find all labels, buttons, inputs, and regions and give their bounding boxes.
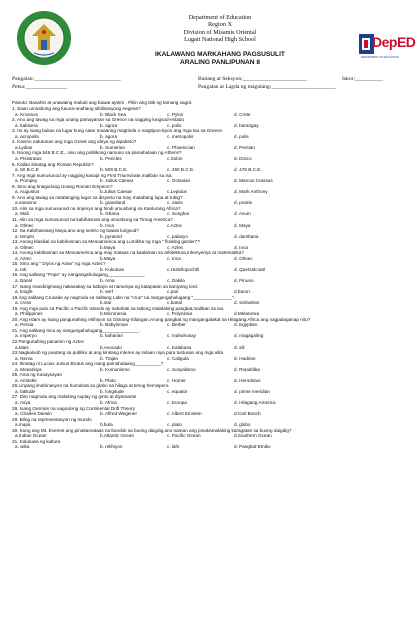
answer-options [12,356,412,362]
answer-option-a[interactable]: a. Augustus [15,189,40,195]
answer-option-c[interactable]: c. Caligula [167,355,189,361]
answer-options [12,112,412,118]
answer-option-b[interactable]: b. agora [100,122,118,128]
answer-option-a[interactable]: a. templo [15,233,35,239]
question-text: 12. Sa Kabihasnang Maya,ano ang sentro ng bawat lungsod? [12,228,139,234]
question-item [12,394,412,405]
answer-option-b[interactable]: b. pyramid [100,233,122,239]
question-item [12,106,412,117]
answer-option-b[interactable]: b. Ama [100,278,115,283]
answer-option-d[interactable]: d.Melanesia [234,311,260,317]
answer-option-d[interactable]: d. magagaling [234,333,264,339]
answer-option-a[interactable]: a. Pompey [15,178,38,184]
answer-option-d[interactable]: d. sili [234,344,245,350]
answer-option-c[interactable]: c. Dakila [167,278,185,283]
answer-options [12,123,412,129]
question-text: 13. Anong klasikal na kabihasnan sa Mesoamerica ang Lumikha ng mga " floating garden"? [12,239,201,245]
answer-option-a[interactable]: a. Persia [15,322,34,328]
question-text: 1. Saan umusbong ang kauna-unahang sibilisasyong Aegean? [12,106,141,112]
answer-option-b[interactable]: b. longitude [100,388,124,394]
answer-option-b[interactable]: b. Kukulcan [100,266,125,272]
answer-option-c[interactable]: c. Berber [167,322,186,328]
answer-option-b[interactable]: b. kaharian [100,333,123,339]
answer-option-b[interactable]: b. 509 B.C.E. [100,167,128,173]
question-item [12,228,412,239]
school-seal-icon [16,10,72,66]
form-row-2 [12,83,412,91]
parent-signature-field[interactable]: Pangalan at Lagda ng magulang:_______________________ [198,84,336,90]
answer-option-b[interactable]: b. Alfred Wegener [100,411,138,417]
answer-option-a[interactable]: a. Aztec [15,255,32,261]
score-field[interactable]: Iskor:__________ [342,76,384,82]
question-item [12,383,412,394]
answer-option-b[interactable]: b. Ghana [100,211,120,217]
answer-option-a[interactable]: a. Asya [15,400,31,406]
answer-option-c[interactable]: c.Aztec [167,222,183,228]
answer-option-d[interactable]: d. Herodotus [234,377,261,383]
instructions: Panuto: Basahin at unawaing mabuti ang bawat aytem . Piliin ang titik ng tamang sagot. [12,100,193,105]
question-item [12,328,412,339]
answer-option-d[interactable]: d. Hilagang America [234,400,276,406]
answer-option-d[interactable]: d. Quetzalcoatl [234,266,265,272]
question-text: 14. Anong kabihasnan sa Mesoamerica ang may mataas na kaalaman sa arkitektura,inhenyeriya at matematika? [12,250,244,256]
question-text: 26.Linyang imahinasyon na humahati sa globo sa hilaga at timog hemispero. [12,383,170,389]
answer-option-a[interactable]: a. Mali [15,211,29,217]
answer-options [12,378,412,384]
answer-options [12,411,412,417]
exam-title [100,51,340,66]
answer-option-a[interactable]: a. knight [15,289,33,295]
answer-option-b[interactable]: b. Komunismo [100,366,130,372]
answer-option-b[interactable]: b. Africa [100,400,117,406]
answer-option-d[interactable]: d. Maya [234,222,251,228]
answer-option-c[interactable]: c. lahi [167,444,180,450]
answer-option-a[interactable]: a. Aristotle [15,377,37,383]
answer-option-d[interactable]: d. Axum [234,211,251,217]
answer-option-c[interactable]: c. Europa [167,400,187,406]
answer-option-d[interactable]: d. Mark Anthony [234,189,268,195]
grade-section-field[interactable]: Baitang at Seksyon:_______________________ [198,76,308,82]
answer-option-d[interactable]: d. Draco [234,155,252,161]
answer-options [12,189,412,195]
answer-options [12,422,412,428]
answer-option-c[interactable]: c. oasis [167,200,183,206]
answer-options [12,245,412,251]
answer-option-c[interactable]: c. Phoenician [167,144,195,150]
answer-options [12,156,412,162]
answer-option-a[interactable]: a. acropolis [15,133,39,139]
answer-option-a[interactable]: a. Charles Darwin [15,411,52,417]
question-item [12,317,412,328]
answer-option-b[interactable]: b. Sumerian [100,144,126,150]
answer-option-a[interactable]: a. Banal [15,278,33,283]
question-text: 6. Kailan itinatag ang Roman Republic? [12,161,94,167]
header-line-1: Department of Education [188,14,252,21]
question-item [12,272,412,283]
answer-options [12,278,412,284]
answer-option-c[interactable]: c. 450 B.C.E. [167,167,195,173]
question-text: 28. Isang German na nagsulong ng Continental Drift Theory [12,405,135,411]
answer-option-c[interactable]: c. Sosyalismo [167,366,196,372]
question-text: 4. Kanino natutunan ang mga Greek ang ideya ng alpabeto? [12,139,137,145]
answer-option-a[interactable]: a.Lydian [15,144,33,150]
answer-option-b[interactable]: b. Babylonian [100,322,129,328]
answer-options [12,367,412,373]
answer-option-d[interactable]: d. Inca [234,244,248,250]
answer-option-d[interactable]: d. Pinuno [234,278,254,283]
answer-option-a[interactable]: a.Mais [15,344,29,350]
answer-option-d[interactable]: d.baron [234,289,250,295]
answer-option-b[interactable]: b. Black Sea [100,111,127,117]
answer-options [12,256,412,262]
answer-options [12,300,412,306]
question-item [12,173,412,184]
question-text: 8. Sino ang tinaguriang Unang Roman Emperor? [12,183,113,189]
answer-option-c[interactable]: c. mahuhusay [167,333,196,339]
answer-option-b[interactable]: b. agora [100,133,118,139]
question-text: 27. Dito nagmula ang malaking suplay ng ginto at diyamante [12,394,137,400]
answer-option-b[interactable]: b.bola [100,422,113,428]
answer-options [12,267,412,273]
answer-option-d[interactable]: d. Hadrian [234,355,256,361]
answer-option-b[interactable]: b.Maya [100,255,116,261]
question-item [12,350,412,361]
question-text: 18.Ang salitang Crusade ay nagmula sa salitang Latin na "crux" na nangungahulugang "_______________". [12,294,235,300]
question-text: 17. Isang mandirigmang nakasakay sa kabayo at nanumpa ng katapatan sa kaniyang lord. [12,283,199,289]
answer-option-a[interactable]: a. Philippines [15,311,43,317]
question-text: 19. Ang mga pulo sa Pacific o Pacific Islands ay nahahati sa tatlong malalaking pangkat,maliban sa isa. [12,305,225,311]
answer-option-a[interactable]: a.mapa [15,422,31,428]
answer-option-b[interactable]: b. Pericles [100,155,122,161]
deped-logo-subtext: DEPARTMENT OF EDUCATION [361,56,399,59]
header-line-4: Lugait National High School [184,36,256,44]
question-item [12,306,412,317]
answer-options [12,289,412,295]
answer-options [12,433,412,439]
answer-option-c[interactable]: c. Pacific Ocean [167,433,201,439]
question-list [12,106,412,450]
date-field[interactable]: Petsa:_______________ [12,84,68,90]
question-item [12,206,412,217]
question-text: 20. Ang Islam ay isang pangunahing relihiyon sa Gitnang-Silangan.Anong pangkat ng mangangalakal sa Hilagang Africa ang nagpalaganap nito? [12,316,311,322]
answer-option-d[interactable]: d. Crete [234,111,251,117]
question-text: 11. Alin sa mga sumusunod na kabihasnan ang umusbong sa Timog America? [12,216,173,222]
answer-options [12,322,412,328]
answer-option-c[interactable]: c. Albert Einstein [167,411,202,417]
question-text: 21. Ang salitang Inca ay nangungahulugang______________. [12,327,140,333]
answer-option-a[interactable]: a. Olmec [15,244,34,250]
question-item [12,139,412,150]
question-text: 16. Ang salitang "Pope" ay nangangahulugang______________. [12,272,146,278]
answer-option-b[interactable]: b. Plato [100,377,116,383]
answer-option-b[interactable]: b.Atlantic Ocean [100,433,135,439]
question-item [12,406,412,417]
question-item [12,250,412,261]
deped-logo-text: DepED [372,34,416,50]
answer-option-c[interactable]: c.pari [167,289,179,295]
answer-option-b[interactable]: b. Julius Caesar [100,178,134,184]
answer-options [12,444,412,450]
answer-option-c[interactable]: c. Octavian [167,178,191,184]
answer-options [12,345,412,351]
question-item [12,361,412,372]
exam-content [12,100,412,450]
question-item [12,284,412,295]
answer-option-b[interactable]: b. serf [100,289,113,295]
answer-option-a[interactable]: a.Indian Ocean [15,433,47,439]
answer-option-c[interactable]: c.Lepidus [167,189,187,195]
answer-option-c[interactable]: c. Inca [167,255,181,261]
question-item [12,184,412,195]
answer-option-c[interactable]: c. Pylos [167,111,184,117]
answer-option-b[interactable]: b. Trajan [100,355,119,361]
form-row-1 [12,75,412,83]
answer-options [12,134,412,140]
answer-option-d[interactable]: d. globo [234,422,251,428]
answer-options [12,389,412,395]
question-item [12,439,412,450]
answer-options [12,333,412,339]
answer-option-d[interactable]: d. 476 B.C.E. [234,167,262,173]
answer-option-a[interactable]: a. Nerva [15,355,33,361]
question-text: 9. Ano ang tawag sa natatanging lugar sa disyerto na may matabang lupa at tubig? [12,194,183,200]
answer-option-a[interactable]: a. wika [15,444,30,450]
answer-option-d[interactable]: d. Olmec [234,255,253,261]
answer-option-c[interactable]: c.banal [167,300,182,306]
answer-option-a[interactable]: a.savanna [15,200,37,206]
question-item [12,195,412,206]
question-item [12,339,412,350]
answer-options [12,200,412,206]
answer-option-b[interactable]: b. relihiyon [100,444,123,450]
answer-option-a[interactable]: a. 50 B.C.E [15,167,39,173]
answer-options [12,145,412,151]
school-header [100,14,340,44]
answer-option-a[interactable]: a. Olmec [15,222,34,228]
answer-option-c[interactable]: c. metropolis [167,133,194,139]
answer-options [12,311,412,317]
question-item [12,417,412,428]
answer-option-a[interactable]: a. Inti [15,266,27,272]
answer-option-c[interactable]: c. plato [167,422,182,428]
student-info-form [12,75,412,91]
answer-option-c[interactable]: c.Huitzilopochtli [167,266,200,272]
header-line-2: Region X [208,21,232,29]
question-text: 23.Nagkaloob ng pautang sa publiko at ang kinitang interes ay inilaan niya para tustusan ang mga ulila [12,350,224,356]
question-item [12,372,412,383]
answer-option-b[interactable]: b.Micronesia [100,311,127,317]
answer-option-c[interactable]: c. Aztec [167,244,184,250]
answer-option-c[interactable]: c. Kalabasa [167,344,192,350]
answer-option-d[interactable]: d. dambana [234,233,259,239]
answer-options [12,400,412,406]
question-text: 25. Ama ng Kasaysayan [12,372,63,378]
question-item [12,162,412,173]
question-item [12,261,412,272]
question-item [12,295,412,306]
question-text: 31. Kaluluwa ng kultura [12,438,61,444]
answer-option-a[interactable]: a. Monarkiya [15,366,42,372]
answer-option-c[interactable]: c. equator [167,388,188,394]
question-text: 7. Ang mga sumusunod ay nagging kasapi ng First Triumvirate,maliban sa isa. [12,172,173,178]
answer-option-d[interactable]: d. polis [234,133,249,139]
answer-option-d[interactable]: d.Southern Ocean [234,433,272,439]
answer-option-d[interactable]: d.Carl Bosch [234,411,261,417]
answer-option-b[interactable]: b.Julius Caesar [100,189,132,195]
answer-option-a[interactable]: a. Knossos [15,111,38,117]
answer-option-d[interactable]: d. Pangkat-Etniko [234,444,271,450]
question-text: 30. Kung ang Mt. Everest ang pinakamataas na bundok sa buong daigdig,ano naman ang pinakamalaking karagatan sa buong daigdig? [12,427,292,433]
name-field[interactable]: Pangalan:_______________________________ [12,76,121,82]
question-text: 22.Pangunahing pananim ng Aztec [12,339,84,345]
answer-option-d[interactable]: d. Persian [234,144,255,150]
question-item [12,217,412,228]
answer-option-d[interactable]: d. Marcus Crassus [234,178,273,184]
question-text: 5. Noong mga 546 B.C.E., sino ang politikong namuno sa pamahalaan ng Athens? [12,150,182,156]
answer-option-d[interactable]: d. prairie [234,200,253,206]
answer-options [12,211,412,217]
answer-option-c[interactable]: c. Homer [167,377,186,383]
question-text: 29. Bilog na representasyon ng mundo [12,416,92,422]
question-text: 10. Alin sa mga sumusunod na imperyo ang hindi umusbong sa Kanlurang Africa? [12,205,181,211]
answer-option-c[interactable]: c. Polynesia [167,311,193,317]
answer-option-c[interactable]: c. palasyo [167,233,188,239]
answer-options [12,234,412,240]
question-item [12,128,412,139]
answer-option-d[interactable]: d. barangay [234,122,259,128]
deped-logo [356,30,416,66]
answer-option-c[interactable]: c. Songhai [167,211,189,217]
answer-option-c[interactable]: c.Solon [167,155,183,161]
answer-option-b[interactable]: b.Avocado [100,344,122,350]
exam-title-line-1: IKALAWANG MARKAHANG PAGSUSULIT [155,51,285,58]
answer-option-d[interactable]: d. prime meridian [234,388,270,394]
answer-option-c[interactable]: c. polis [167,122,182,128]
answer-option-b[interactable]: b.Maya [100,244,116,250]
answer-options [12,167,412,173]
answer-option-a[interactable]: a. latitude [15,388,36,394]
answer-option-b[interactable]: b. Inca [100,222,114,228]
question-text: 2. Ano ang tawag sa mga unang pamayanan sa Greece na nagging lungsod-estado [12,117,185,123]
question-text: 24. Itinatag ni Lucius Junius Brutus ang isang pamahalaang__________? [12,361,164,367]
answer-option-a[interactable]: a. Pisistratus [15,155,42,161]
answer-option-b[interactable]: b.star [100,300,112,306]
answer-option-d[interactable]: d. Republika [234,366,260,372]
exam-title-line-2: ARALING PANLIPUNAN 8 [179,58,261,66]
answer-option-d[interactable]: d. Egyptian [234,322,258,328]
answer-option-a[interactable]: a. imperyo [15,333,37,339]
answer-options [12,178,412,184]
question-item [12,239,412,250]
question-item [12,150,412,161]
answer-option-b[interactable]: b. grassland [100,200,126,206]
header-line-3: Division of Misamis Oriental [183,28,257,36]
question-text: 15. Sino ang " Diyos ng Araw" ng mga Aztec? [12,261,106,267]
answer-option-d[interactable]: d. simbahan [234,300,260,306]
answer-options [12,223,412,229]
question-text: 3. Ito ay isang bukas na lugar kung saan maaaring magtinda o magtipon-tipon ang mga tao sa Greece. [12,128,224,134]
answer-option-a[interactable]: a. cross [15,300,32,306]
question-item [12,117,412,128]
question-item [12,428,412,439]
answer-option-a[interactable]: a. kabisera [15,122,38,128]
